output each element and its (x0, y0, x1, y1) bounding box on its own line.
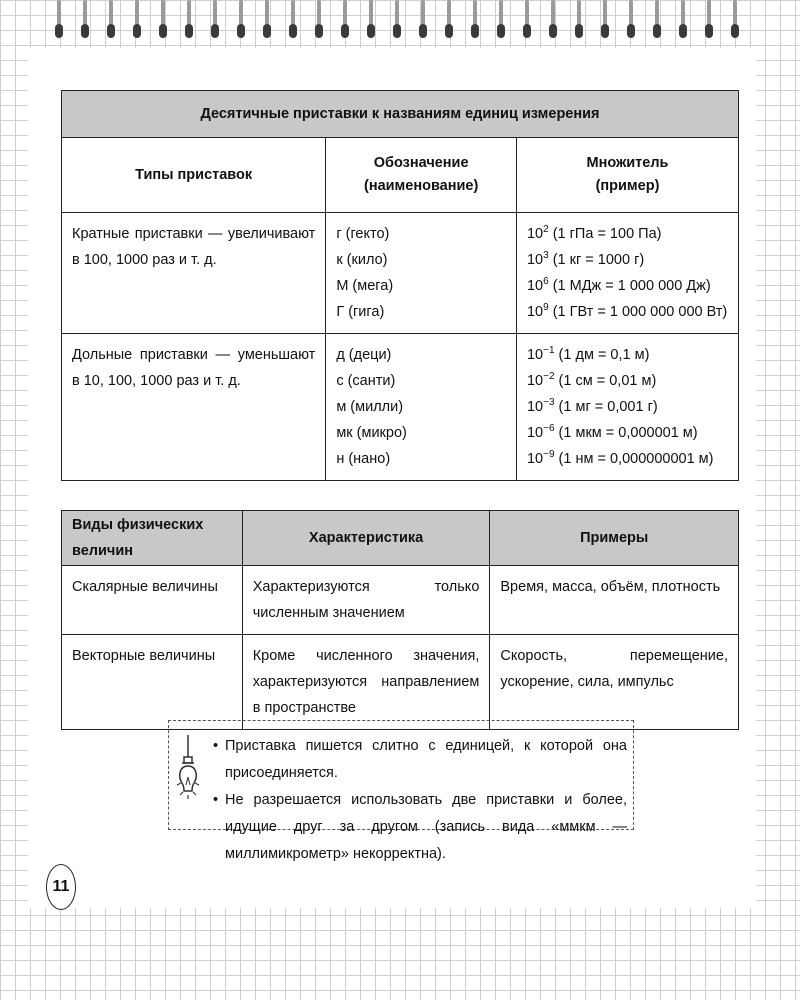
lightbulb-icon (175, 735, 201, 813)
multiplier-exponent: −9 (543, 449, 555, 461)
multiplier-example: (1 кг = 1000 г) (548, 252, 645, 268)
prefix-symbol: г (гекто) (336, 226, 390, 242)
prefix-type-multiple: Кратные приставки — увеличивают в 100, 1000 раз и т. д. (62, 213, 326, 334)
multiplier-base: 10 (526, 399, 544, 415)
prefix-symbol: д (деци) (336, 347, 392, 363)
quantity-examples: Время, масса, объём, плотность (490, 566, 739, 635)
multiplier-exponent: −6 (543, 423, 555, 435)
multipliers-fractional (516, 334, 738, 481)
multiplier-base: 10 (526, 373, 544, 389)
multiplier-example: (1 ГВт = 1 000 000 000 Вт) (548, 304, 728, 320)
prefix-symbols-multiple (326, 213, 517, 334)
binding-ring-icon (705, 0, 713, 40)
binding-ring-icon (367, 0, 375, 40)
header-multiplier-line2: (пример) (595, 178, 660, 194)
quantity-characteristic: Характеризуются только численным значением (242, 566, 490, 635)
table-row (62, 334, 739, 481)
header-symbol-line2: (наименование) (363, 178, 479, 194)
binding-ring-icon (263, 0, 271, 40)
table-row (62, 213, 739, 334)
multipliers-multiple (516, 213, 738, 334)
multiplier-exponent: −1 (543, 345, 555, 357)
prefix-symbol: мк (микро) (336, 425, 407, 441)
binding-ring-icon (237, 0, 245, 40)
multiplier (527, 247, 728, 273)
header-symbol-line1: Обозначение (373, 155, 469, 171)
multiplier-example: (1 МДж = 1 000 000 Дж) (548, 278, 711, 294)
multiplier-base: 10 (526, 252, 544, 268)
binding-ring-icon (159, 0, 167, 40)
tip-item: • Не разрешается использовать две приставки и более, идущие друг за другом (запись вида «ммкм — миллимикрометр» некорректна). (213, 787, 627, 868)
binding-ring-icon (653, 0, 661, 40)
multiplier-example: (1 см = 0,01 м) (554, 373, 657, 389)
quantity-kind: Векторные величины (62, 635, 243, 730)
multiplier (527, 299, 728, 325)
multiplier (527, 221, 728, 247)
prefix-symbol: м (милли) (336, 399, 404, 415)
binding-ring-icon (107, 0, 115, 40)
multiplier-example: (1 дм = 0,1 м) (554, 347, 650, 363)
multiplier-example: (1 мг = 0,001 г) (554, 399, 658, 415)
quantity-kind: Скалярные величины (62, 566, 243, 635)
header-examples: Примеры (490, 511, 739, 566)
multiplier-exponent: 9 (543, 302, 549, 314)
multiplier-example: (1 нм = 0,000000001 м) (554, 451, 714, 467)
multiplier (527, 368, 728, 394)
header-characteristic: Характеристика (242, 511, 490, 566)
header-quantity-kinds: Виды физических величин (62, 511, 243, 566)
table-row (62, 566, 739, 635)
prefix-symbol: с (санти) (336, 373, 396, 389)
binding-ring-icon (549, 0, 557, 40)
table-row (62, 635, 739, 730)
multiplier-base: 10 (526, 278, 544, 294)
quantity-examples: Скорость, перемещение, ускорение, сила, импульс (490, 635, 739, 730)
quantity-characteristic: Кроме численного значения, характеризуются направлением в пространстве (242, 635, 490, 730)
header-multiplier-line1: Множитель (586, 155, 669, 171)
binding-ring-icon (419, 0, 427, 40)
binding-ring-icon (393, 0, 401, 40)
multiplier-example: (1 мкм = 0,000001 м) (554, 425, 698, 441)
multiplier-exponent: 2 (543, 224, 549, 236)
binding-ring-icon (315, 0, 323, 40)
prefixes-table (61, 90, 739, 481)
binding-ring-icon (185, 0, 193, 40)
binding-ring-icon (211, 0, 219, 40)
prefix-type-fractional: Дольные приставки — уменьшают в 10, 100, 1000 раз и т. д. (62, 334, 326, 481)
binding-ring-icon (81, 0, 89, 40)
binding-ring-icon (601, 0, 609, 40)
tip-item: • Приставка пишется слитно с единицей, к которой она присоединяется. (213, 733, 627, 787)
multiplier-exponent: 3 (543, 250, 549, 262)
prefix-symbol: н (нано) (336, 451, 391, 467)
multiplier-exponent: −2 (543, 371, 555, 383)
multiplier-example: (1 гПа = 100 Па) (548, 226, 662, 242)
binding-ring-icon (55, 0, 63, 40)
binding-ring-icon (471, 0, 479, 40)
binding-ring-icon (497, 0, 505, 40)
multiplier-exponent: −3 (543, 397, 555, 409)
binding-ring-icon (445, 0, 453, 40)
prefix-symbol: к (кило) (336, 252, 388, 268)
header-symbol (326, 138, 517, 213)
binding-ring-icon (731, 0, 739, 40)
spiral-binding (0, 0, 800, 48)
multiplier (527, 342, 728, 368)
multiplier-base: 10 (526, 226, 544, 242)
multiplier-base: 10 (526, 425, 544, 441)
binding-ring-icon (133, 0, 141, 40)
multiplier-exponent: 6 (543, 276, 549, 288)
binding-ring-icon (575, 0, 583, 40)
prefix-symbol: Г (гига) (336, 304, 385, 320)
multiplier-base: 10 (526, 347, 544, 363)
header-multiplier (516, 138, 738, 213)
binding-ring-icon (627, 0, 635, 40)
multiplier (527, 446, 728, 472)
quantities-table (61, 510, 739, 730)
multiplier (527, 420, 728, 446)
tip-box (168, 720, 634, 862)
multiplier-base: 10 (526, 304, 544, 320)
prefix-symbol: М (мега) (336, 278, 394, 294)
prefixes-table-title: Десятичные приставки к названиям единиц измерения (62, 91, 739, 138)
binding-ring-icon (341, 0, 349, 40)
multiplier (527, 273, 728, 299)
page-number: 11 (46, 864, 76, 910)
prefix-symbols-fractional (326, 334, 517, 481)
binding-ring-icon (289, 0, 297, 40)
binding-ring-icon (679, 0, 687, 40)
header-prefix-types: Типы приставок (62, 138, 326, 213)
binding-ring-icon (523, 0, 531, 40)
multiplier-base: 10 (526, 451, 544, 467)
multiplier (527, 394, 728, 420)
